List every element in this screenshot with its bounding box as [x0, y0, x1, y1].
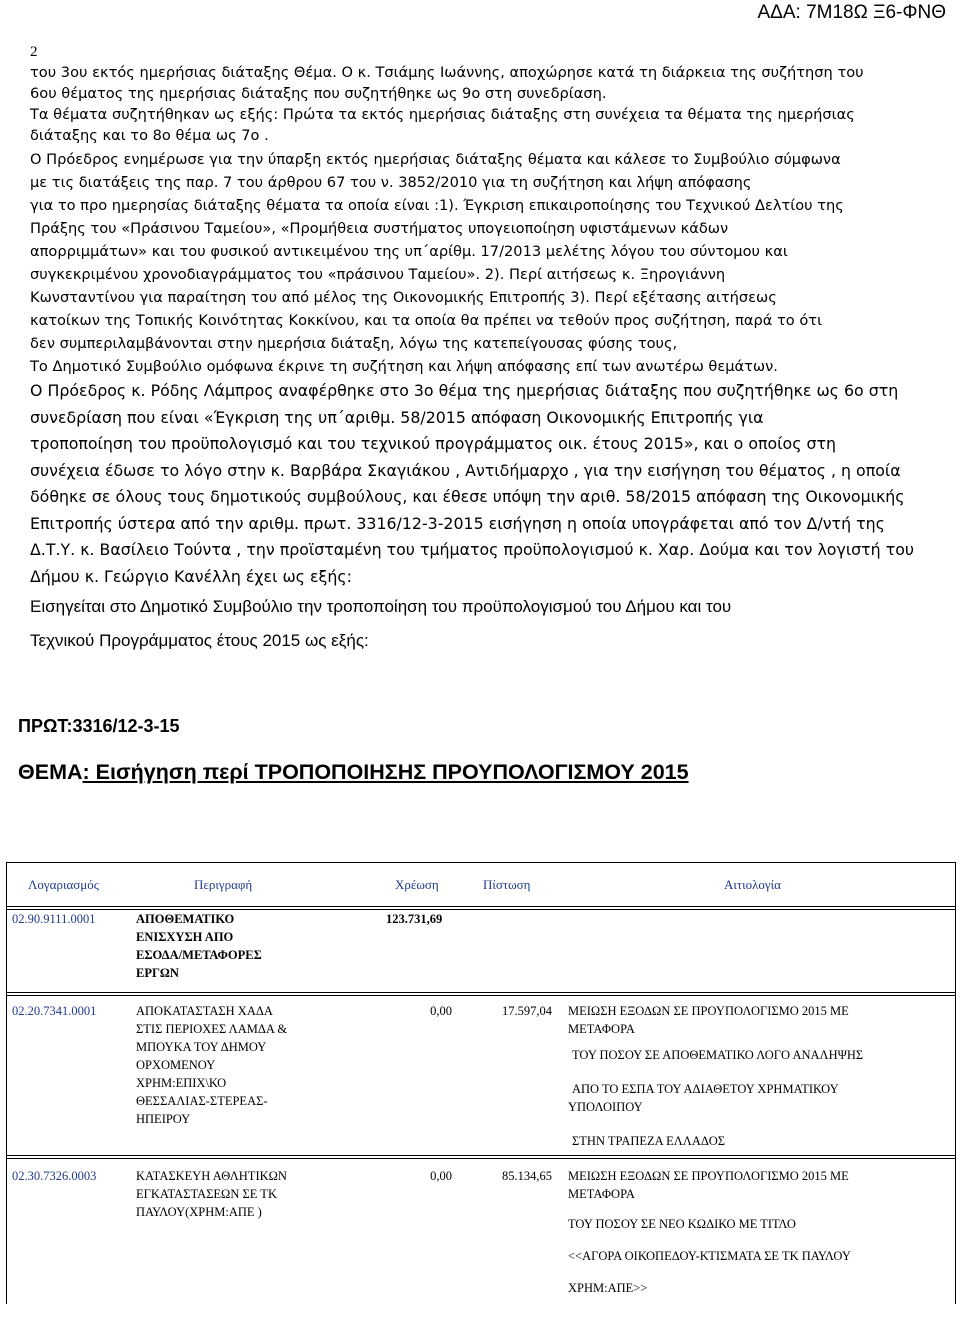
- cell-debit: 0,00: [430, 1004, 452, 1018]
- table-rule: [6, 995, 956, 996]
- text-line: 6ου θέματος της ημερήσιας διάταξης που συζητήθηκε ως 9ο στη συνεδρίαση.: [30, 85, 607, 102]
- subject-heading: [18, 760, 689, 785]
- ada-code: ΑΔΑ: 7Μ18Ω Ξ6-ΦΝΘ: [757, 2, 946, 23]
- cell-reason: [568, 1002, 948, 1150]
- text-line: Δ.Τ.Υ. κ. Βασίλειο Τούντα , την προϊσταμένη του τμήματος προϋπολογισμού κ. Χαρ. Δούμα και τον λογιστή του: [30, 540, 915, 559]
- description-line: ΚΑΤΑΣΚΕΥΗ ΑΘΛΗΤΙΚΩΝ: [136, 1169, 287, 1183]
- cell-description: [136, 1002, 306, 1128]
- text-line: Κωνσταντίνου για παραίτηση του από μέλος της Οικονομικής Επιτροπής 3). Περί εξέτασης αιτήσεως: [30, 289, 777, 306]
- paragraph-intro: [30, 62, 898, 377]
- table-rule: [955, 862, 956, 1304]
- column-header-account: Λογαριασμός: [28, 877, 99, 892]
- table-rule: [6, 862, 956, 863]
- column-header-reason: Αιτιολογία: [724, 877, 781, 892]
- description-line: ΕΣΟΔΑ/ΜΕΤΑΦΟΡΕΣ: [136, 948, 262, 962]
- reason-line: ΧΡΗΜ:ΑΠΕ>>: [568, 1281, 648, 1295]
- cell-reason: [568, 1167, 948, 1297]
- text-line: συγκεκριμένου χρονοδιαγράμματος του «πράσινου Ταμείου». 2). Περί αιτήσεως κ. Ξηρογιάννη: [30, 266, 726, 283]
- text-line: κατοίκων της Τοπικής Κοινότητας Κοκκίνου, και τα οποία θα πρέπει να τεθούν προς συζήτηση, παρά το ότι: [30, 312, 823, 329]
- cell-debit-amount: 123.731,69: [386, 912, 443, 926]
- reason-line: ΜΕΤΑΦΟΡΑ: [568, 1022, 635, 1036]
- text-line: Ο Πρόεδρος ενημέρωσε για την ύπαρξη εκτός ημερήσιας διάταξης θέματα και κάλεσε το Συμβούλιο σύμφωνα: [30, 151, 841, 168]
- text-line: με τις διατάξεις της παρ. 7 του άρθρου 67 του ν. 3852/2010 για τη συζήτηση και λήψη απόφασης: [30, 174, 752, 191]
- description-line: ΗΠΕΙΡΟΥ: [136, 1112, 191, 1126]
- description-line: ΧΡΗΜ:ΕΠΙΧ\ΚΟ: [136, 1076, 227, 1090]
- table-rule: [6, 862, 7, 1304]
- reason-line: ΥΠΟΛΟΙΠΟΥ: [568, 1100, 643, 1114]
- page-number: 2: [30, 44, 38, 60]
- text-line: για το προ ημερησίας διάταξης θέματα τα οποία είναι :1). Έγκριση επικαιροποίησης του Τεχνικού Δελτίου της: [30, 197, 844, 214]
- reason-line: ΤΟΥ ΠΟΣΟΥ ΣΕ ΝΕΟ ΚΩΔΙΚΟ ΜΕ ΤΙΤΛΟ: [568, 1217, 796, 1231]
- subject-text: : Εισήγηση περί ΤΡΟΠΟΠΟΙΗΣΗΣ ΠΡΟΥΠΟΛΟΓΙΣΜΟΥ 2015: [82, 760, 689, 784]
- subject-label: ΘΕΜΑ: [18, 760, 83, 784]
- cell-account: 02.90.9111.0001: [12, 912, 96, 926]
- description-line: ΣΤΙΣ ΠΕΡΙΟΧΕΣ ΛΑΜΔΑ &: [136, 1022, 288, 1036]
- description-line: ΠΑΥΛΟΥ(ΧΡΗΜ:ΑΠΕ ): [136, 1205, 262, 1219]
- text-line: Δήμου κ. Γεώργιο Κανέλλη έχει ως εξής:: [30, 566, 352, 586]
- cell-account: 02.30.7326.0003: [12, 1169, 97, 1183]
- reason-line: ΑΠΟ ΤΟ ΕΣΠΑ ΤΟΥ ΑΔΙΑΘΕΤΟΥ ΧΡΗΜΑΤΙΚΟΥ: [572, 1082, 839, 1096]
- paragraph-proposal: [30, 590, 910, 658]
- cell-credit: 85.134,65: [502, 1169, 552, 1183]
- text-line: Ο Πρόεδρος κ. Ρόδης Λάμπρος αναφέρθηκε στο 3ο θέμα της ημερήσιας διάταξης που συζητήθηκε ως 6ο στη: [30, 381, 899, 400]
- cell-account: 02.20.7341.0001: [12, 1004, 97, 1018]
- cell-credit: 17.597,04: [502, 1004, 552, 1018]
- description-line: ΑΠΟΘΕΜΑΤΙΚΟ: [136, 912, 235, 926]
- table-rule: [6, 992, 956, 993]
- cell-description: [136, 1167, 306, 1221]
- reason-line: ΜΕΙΩΣΗ ΕΞΟΔΩΝ ΣΕ ΠΡΟΥΠΟΛΟΓΙΣΜΟ 2015 ΜΕ: [568, 1004, 849, 1018]
- description-line: ΜΠΟΥΚΑ ΤΟΥ ΔΗΜΟΥ: [136, 1040, 267, 1054]
- description-line: ΑΠΟΚΑΤΑΣΤΑΣΗ ΧΑΔΑ: [136, 1004, 273, 1018]
- reason-line: ΜΕΤΑΦΟΡΑ: [568, 1187, 635, 1201]
- column-header-description: Περιγραφή: [194, 877, 253, 892]
- description-line: ΕΓΚΑΤΑΣΤΑΣΕΩΝ ΣΕ ΤΚ: [136, 1187, 277, 1201]
- paragraph-president: [30, 378, 915, 590]
- table-rule: [6, 906, 956, 907]
- text-line: Πράξης του «Πράσινου Ταμείου», «Προμήθεια συστήματος υπογειοποίηση υφιστάμενων κάδων: [30, 220, 729, 237]
- text-line: Το Δημοτικό Συμβούλιο ομόφωνα έκρινε τη συζήτηση και λήψη απόφασης επί των ανωτέρω θεμάτων.: [30, 358, 778, 375]
- cell-description: [136, 910, 306, 982]
- text-line: απορριμμάτων» και του φυσικού αντικειμένου της υπ΄αρίθμ. 17/2013 μελέτης λόγου του σύντομου και: [30, 243, 788, 260]
- budget-table: [6, 862, 956, 1304]
- cell-debit: 0,00: [430, 1169, 452, 1183]
- text-line: συνεδρίαση που είναι «Έγκριση της υπ΄αριθμ. 58/2015 απόφαση Οικονομικής Επιτροπής για: [30, 407, 764, 427]
- text-line: δεν συμπεριλαμβάνονται στην ημερήσια διάταξη, λόγω της κατεπείγουσας φύσης τους,: [30, 335, 678, 352]
- column-header-debit: Χρέωση: [395, 877, 439, 892]
- reason-line: <<ΑΓΟΡΑ ΟΙΚΟΠΕΔΟΥ-ΚΤΙΣΜΑΤΑ ΣΕ ΤΚ ΠΑΥΛΟΥ: [568, 1249, 851, 1263]
- table-rule: [6, 1155, 956, 1156]
- reason-line: ΜΕΙΩΣΗ ΕΞΟΔΩΝ ΣΕ ΠΡΟΥΠΟΛΟΓΙΣΜΟ 2015 ΜΕ: [568, 1169, 849, 1183]
- table-rule: [6, 1158, 956, 1159]
- text-line: Επιτροπής ύστερα από την αριθμ. πρωτ. 3316/12-3-2015 εισήγηση η οποία υπογράφεται από τον Δ/ντή της: [30, 513, 885, 533]
- description-line: ΕΡΓΩΝ: [136, 966, 179, 980]
- description-line: ΘΕΣΣΑΛΙΑΣ-ΣΤΕΡΕΑΣ-: [136, 1094, 268, 1108]
- column-header-credit: Πίστωση: [483, 877, 531, 892]
- protocol-number: ΠΡΩΤ:3316/12-3-15: [18, 716, 180, 736]
- reason-line: ΤΟΥ ΠΟΣΟΥ ΣΕ ΑΠΟΘΕΜΑΤΙΚΟ ΛΟΓΟ ΑΝΑΛΗΨΗΣ: [572, 1048, 864, 1062]
- text-line: διάταξης και το 8ο θέμα ως 7ο .: [30, 127, 269, 144]
- text-line: του 3ου εκτός ημερήσιας διάταξης Θέμα. Ο κ. Τσιάμης Ιωάννης, αποχώρησε κατά τη διάρκεια της συζήτηση του: [30, 64, 864, 81]
- text-line: Τεχνικού Προγράμματος έτους 2015 ως εξής:: [30, 631, 369, 650]
- description-line: ΟΡΧΟΜΕΝΟΥ: [136, 1058, 216, 1072]
- text-line: συνέχεια έδωσε το λόγο στην κ. Βαρβάρα Σκαγιάκου , Αντιδήμαρχο , για την εισήγηση του θέματος , η οποία: [30, 460, 901, 480]
- text-line: τροποποίηση του προϋπολογισμό και του τεχνικού προγράμματος οικ. έτους 2015», και ο οποίος στη: [30, 434, 837, 453]
- text-line: δόθηκε σε όλους τους δημοτικούς συμβούλους, και έθεσε υπόψη την αριθ. 58/2015 απόφαση της Οικονομικής: [30, 487, 905, 506]
- text-line: Εισηγείται στο Δημοτικό Συμβούλιο την τροποποίηση του προϋπολογισμού του Δήμου και του: [30, 597, 732, 616]
- description-line: ΕΝΙΣΧΥΣΗ ΑΠΟ: [136, 930, 234, 944]
- reason-line: ΣΤΗΝ ΤΡΑΠΕΖΑ ΕΛΛΑΔΟΣ: [572, 1134, 726, 1148]
- text-line: Τα θέματα συζητήθηκαν ως εξής: Πρώτα τα εκτός ημερήσιας διάταξης στη συνέχεια τα θέματα της ημερήσιας: [30, 106, 855, 123]
